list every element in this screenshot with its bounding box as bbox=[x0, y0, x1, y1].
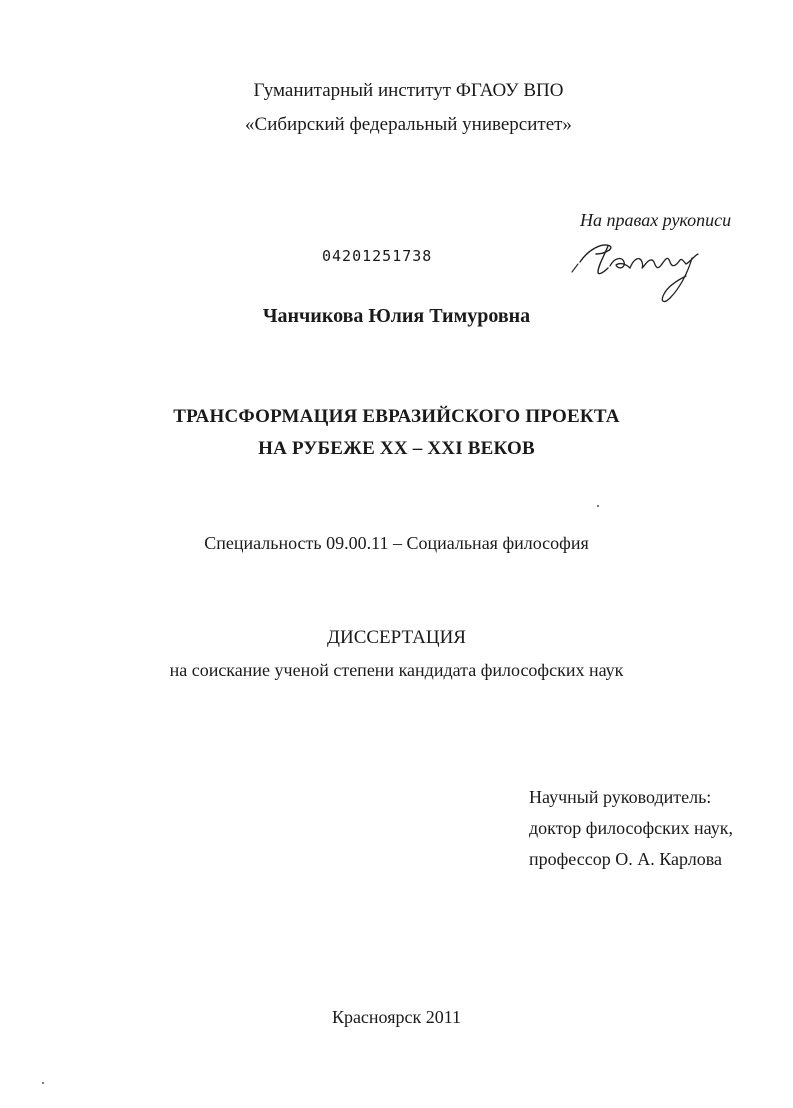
university-name: «Сибирский федеральный университет» bbox=[245, 114, 572, 135]
scan-speck bbox=[597, 505, 599, 507]
author-name: Чанчикова Юлия Тимуровна bbox=[262, 305, 531, 327]
registration-number: 04201251738 bbox=[322, 247, 433, 265]
dissertation-title-line1: ТРАНСФОРМАЦИЯ ЕВРАЗИЙСКОГО ПРОЕКТА bbox=[173, 406, 620, 427]
institute-name: Гуманитарный институт ФГАОУ ВПО bbox=[253, 80, 564, 101]
scan-speck bbox=[42, 1082, 44, 1084]
city-and-year: Красноярск 2011 bbox=[331, 1007, 462, 1027]
manuscript-rights-note: На правах рукописи bbox=[580, 210, 732, 230]
advisor-degree: доктор философских наук, bbox=[529, 818, 733, 838]
advisor-name: профессор О. А. Карлова bbox=[529, 849, 722, 869]
specialty: Специальность 09.00.11 – Социальная философия bbox=[204, 533, 589, 553]
dissertation-title-line2: НА РУБЕЖЕ XX – XXI ВЕКОВ bbox=[258, 438, 535, 459]
document-type: ДИССЕРТАЦИЯ bbox=[327, 627, 466, 648]
degree-description: на соискание ученой степени кандидата философских наук bbox=[169, 660, 624, 680]
handwritten-signature bbox=[568, 232, 728, 312]
advisor-label: Научный руководитель: bbox=[529, 787, 712, 807]
